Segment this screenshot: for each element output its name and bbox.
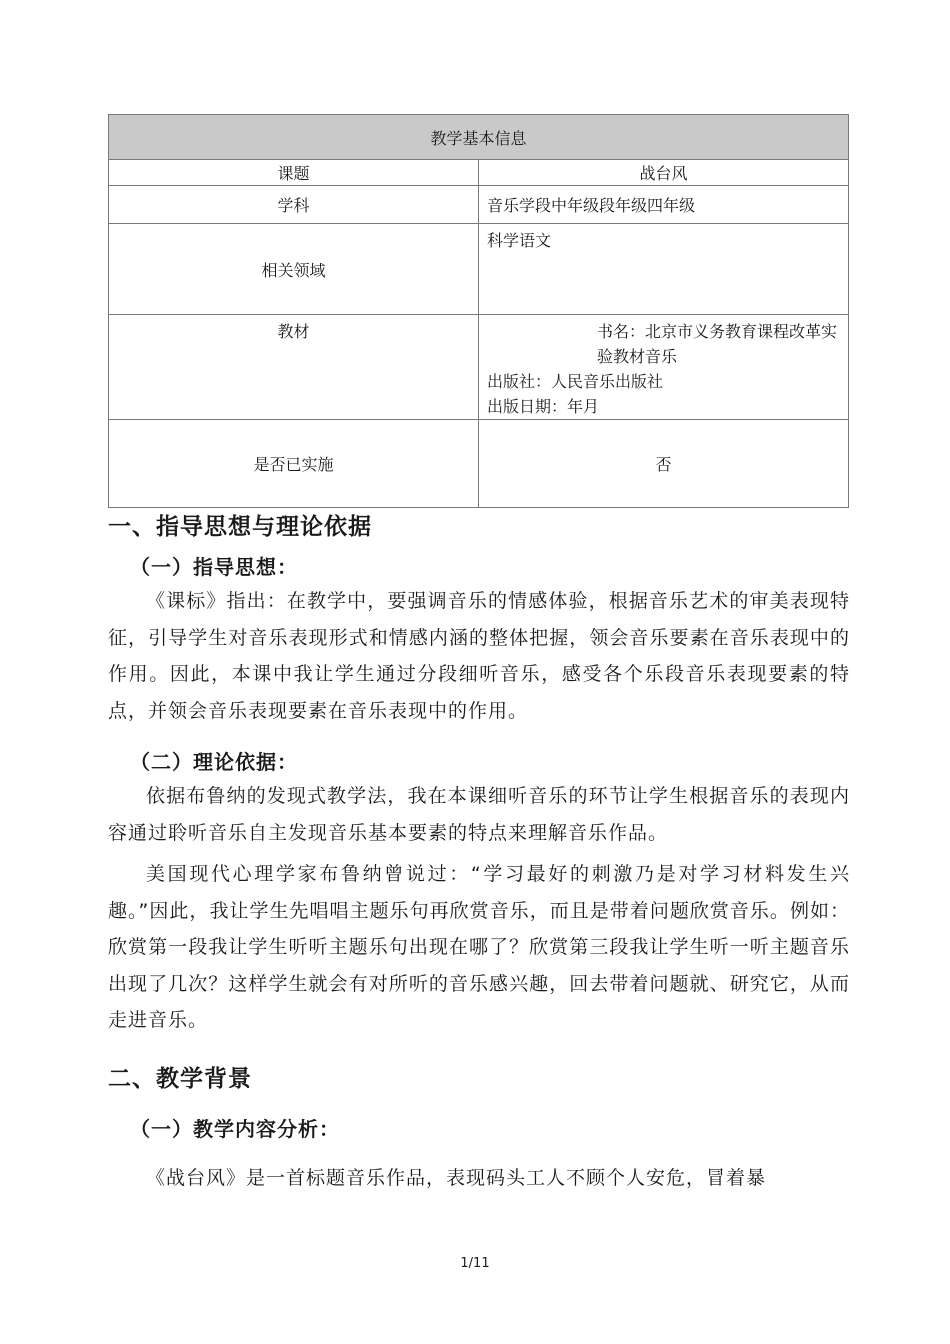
subject-label: 学科	[109, 186, 479, 224]
section-1-title: 一、指导思想与理论依据	[108, 514, 372, 540]
table-row	[109, 420, 849, 508]
subject-value: 音乐学段中年级段年级四年级	[479, 186, 849, 224]
field-value: 科学语文	[479, 224, 849, 315]
table-row	[109, 315, 849, 420]
basic-info-table	[108, 114, 849, 508]
table-row	[109, 224, 849, 315]
textbook-publisher: 出版社：人民音乐出版社	[487, 372, 664, 391]
field-label: 相关领域	[109, 224, 479, 315]
implemented-label: 是否已实施	[109, 420, 479, 508]
topic-label: 课题	[109, 160, 479, 186]
section-1-sub-1-title: （一）指导思想：	[130, 555, 298, 579]
implemented-value: 否	[479, 420, 849, 508]
theory-paragraph-2: 美国现代心理学家布鲁纳曾说过：“学习最好的刺激乃是对学习材料发生兴趣。”因此，我让学生先唱唱主题乐句再欣赏音乐，而且是带着问题欣赏音乐。例如：欣赏第一段我让学生听听主题乐句出现在哪了？欣赏第三段我让学生听一听主题音乐出现了几次？这样学生就会有对所听的音乐感兴趣，回去带着问题就、研究它，从而走进音乐。	[108, 863, 850, 1031]
topic-value: 战台风	[479, 160, 849, 186]
textbook-label: 教材	[109, 315, 479, 420]
theory-paragraph-1: 依据布鲁纳的发现式教学法，我在本课细听音乐的环节让学生根据音乐的表现内容通过聆听音乐自主发现音乐基本要素的特点来理解音乐作品。	[108, 785, 850, 844]
page-number: 1/11	[460, 1256, 490, 1271]
textbook-date: 出版日期：年月	[487, 397, 600, 416]
guiding-thought-paragraph: 《课标》指出：在教学中，要强调音乐的情感体验，根据音乐艺术的审美表现特征，引导学生对音乐表现形式和情感内涵的整体把握，领会音乐要素在音乐表现中的作用。因此，本课中我让学生通过分段细听音乐，感受各个乐段音乐表现要素的特点，并领会音乐表现要素在音乐表现中的作用。	[108, 590, 850, 722]
textbook-title: 书名：北京市义务教育课程改革实验教材音乐	[597, 322, 838, 366]
table-row	[109, 160, 849, 186]
textbook-value	[479, 315, 849, 420]
section-2-sub-1-title: （一）教学内容分析：	[130, 1117, 340, 1141]
table-row	[109, 186, 849, 224]
table-heading: 教学基本信息	[109, 115, 849, 160]
section-1-sub-2-title: （二）理论依据：	[130, 750, 298, 774]
section-2-title: 二、教学背景	[108, 1066, 252, 1092]
content-analysis-paragraph: 《战台风》是一首标题音乐作品，表现码头工人不顾个人安危，冒着暴	[146, 1167, 767, 1189]
